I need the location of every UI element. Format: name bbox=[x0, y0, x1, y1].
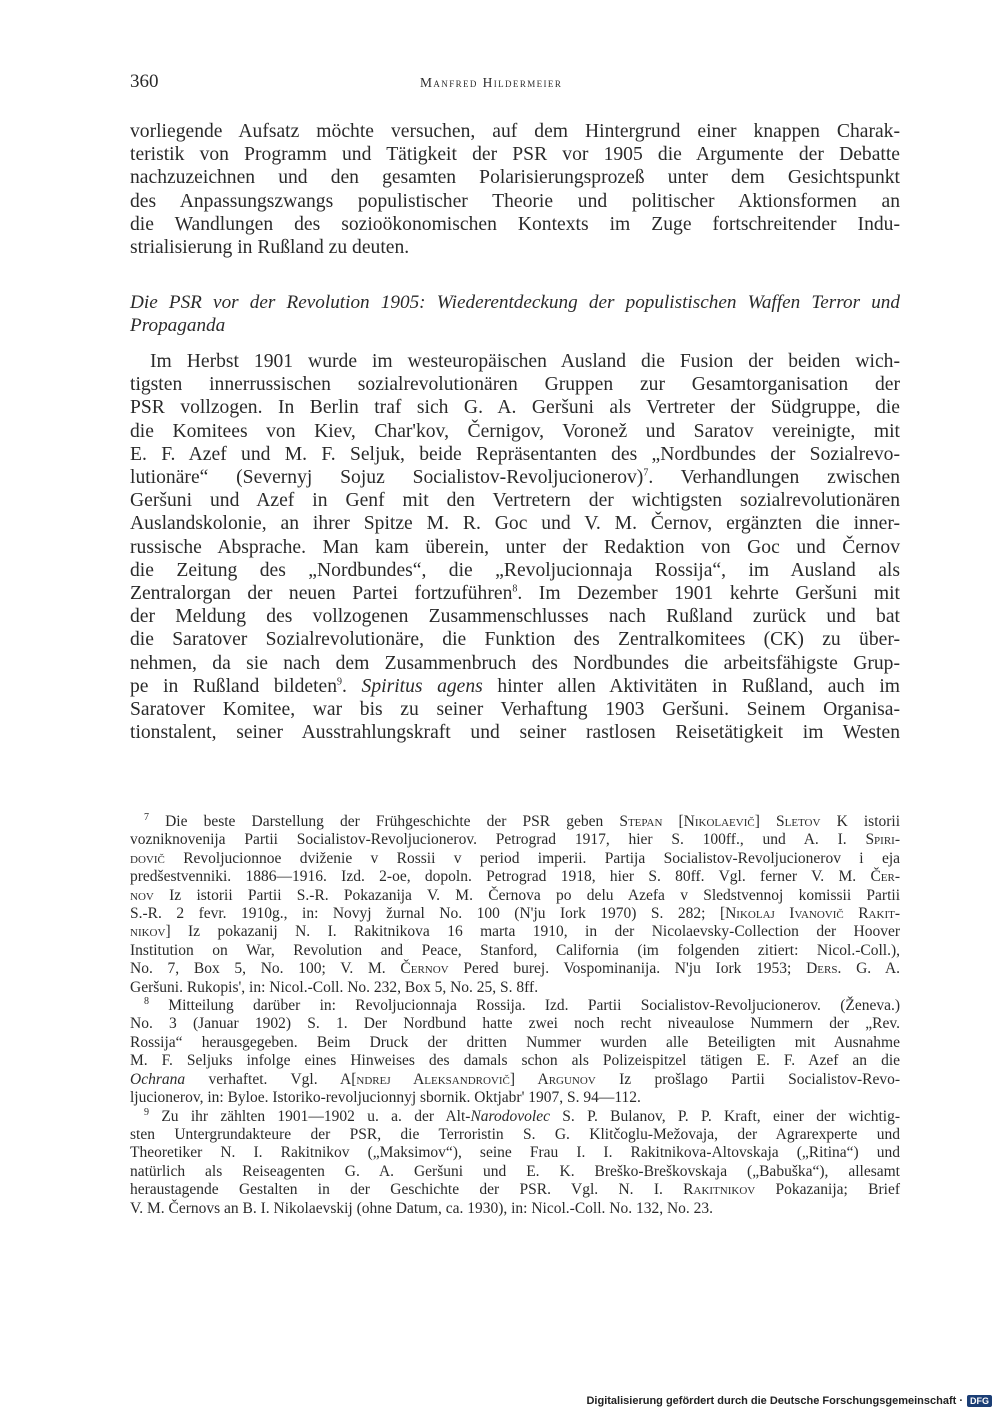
text-line: des Anpassungszwangs populistischer Theorie und politischer Aktionsformen an bbox=[130, 190, 900, 212]
intro-paragraph bbox=[130, 120, 900, 259]
text-line: vorliegende Aufsatz möchte versuchen, auf dem Hintergrund einer knappen Charak- bbox=[130, 121, 900, 142]
footnotes bbox=[130, 813, 900, 1218]
text-run: vozniknovenija Partii Socialistov-Revoljucionerov. Petrograd 1917, hier S. 100ff., und A. I. bbox=[130, 831, 847, 849]
text-line: nehmen, da sie nach dem Zusammenbruch des Nordbundes die arbeitsfähigste Grup- bbox=[130, 652, 900, 674]
text-line: teristik von Programm und Tätigkeit der PSR vor 1905 die Argumente der Debatte bbox=[130, 144, 900, 166]
text-run: lutionäre“ (Severnyj Sojuz Socialistov-Revoljucionerov) bbox=[130, 467, 644, 489]
footnote-line bbox=[130, 1108, 900, 1126]
text-line: strialisierung in Rußland zu deuten. bbox=[130, 237, 410, 259]
text-line: PSR vollzogen. In Berlin traf sich G. A. Geršuni als Vertreter der Südgruppe, die bbox=[130, 397, 900, 419]
text-line: russische Absprache. Man kam überein, unter der Redaktion von Goc und Černov bbox=[130, 536, 900, 558]
heading-line: Propaganda bbox=[130, 315, 226, 337]
text-line: der Meldung des vollzogenen Zusammenschlusses nach Rußland zurück und bat bbox=[130, 606, 900, 628]
text-run: S.-R. 2 fevr. 1910g., in: Novyj žurnal No. 100 (N'ju Iork 1970) S. 282; bbox=[130, 905, 706, 923]
author-name: Čer- bbox=[870, 868, 901, 886]
text-line: tigsten innerrussischen sozialrevolutionären Gruppen zur Gesamtorganisation der bbox=[130, 374, 900, 396]
text-line bbox=[130, 582, 900, 605]
text-run: verhaftet. Vgl. A bbox=[208, 1070, 352, 1088]
footnote-line bbox=[130, 997, 900, 1015]
footnote-line bbox=[130, 887, 900, 905]
text-run: pe in Rußland bildeten bbox=[130, 675, 338, 697]
footnote-7 bbox=[130, 813, 900, 997]
footnote-number: 8 bbox=[144, 995, 149, 1007]
text-run: K istorii bbox=[836, 813, 901, 830]
text-line: Saratover Komitee, war bis zu seiner Verhaftung 1903 Geršuni. Seinem Organisa- bbox=[130, 699, 900, 721]
author-name: Stepan [Nikolaevič] Sletov bbox=[619, 813, 821, 830]
author-name: [Nikolaj Ivanovič Rakit- bbox=[719, 905, 900, 923]
footnote-line bbox=[130, 1181, 900, 1199]
footnote-line bbox=[130, 960, 900, 978]
footnote-line: No. 3 (Januar 1902) S. 1. Der Nordbund hatte zwei noch recht niveaulose Nummern der „Rev. bbox=[130, 1015, 900, 1033]
text-line: Auslandskolonie, an ihrer Spitze M. R. Goc und V. M. Černov, ergänzten die inner- bbox=[130, 513, 900, 535]
text-run: No. 7, Box 5, No. 100; V. M. bbox=[130, 960, 386, 978]
text-run: . Im Dezember 1901 kehrte Geršuni mit bbox=[517, 583, 901, 605]
author-name: dovič bbox=[130, 849, 165, 867]
text-run: Zu ihr zählten 1901—1902 u. a. der Alt- bbox=[161, 1107, 471, 1125]
text-line: Geršuni und Azef in Genf mit den Vertretern der wichtigsten sozialrevolutionären bbox=[130, 490, 900, 512]
footnote-line: Geršuni. Rukopis', in: Nicol.-Coll. No. 232, Box 5, No. 25, S. 8ff. bbox=[130, 978, 539, 996]
author-name: [ndrej Aleksandrovič] Argunov bbox=[351, 1070, 596, 1088]
italic-term: Narodovolec bbox=[470, 1107, 550, 1125]
text-run: Pokazanija; Brief bbox=[775, 1181, 900, 1199]
text-line: E. F. Azef und M. F. Seljuk, beide Repräsentanten des „Nordbundes der Sozialrevo- bbox=[130, 443, 900, 465]
footnote-line: M. F. Seljuks infolge eines Hinweises des damals schon als Polizeispitzel tätigen E. F. Azef an die bbox=[130, 1052, 900, 1070]
footnote-line: V. M. Černovs an B. I. Nikolaevskij (ohne Datum, ca. 1930), in: Nicol.-Coll. No. 132, No. 23. bbox=[130, 1199, 714, 1217]
text-run: hinter allen Aktivitäten in Rußland, auch im bbox=[497, 675, 901, 697]
italic-term: Ochrana bbox=[130, 1070, 186, 1088]
footnote-line bbox=[130, 831, 900, 849]
footnote-line bbox=[130, 1071, 900, 1089]
text-line: die Zeitung des „Nordbundes“, die „Revoljucionnaja Rossija“, im Ausland als bbox=[130, 559, 900, 581]
text-run: predšestvenniki. 1886—1916. Izd. 2-oe, dopoln. Petrograd 1918, hier S. 80ff. Vgl. ferner V. M. bbox=[130, 868, 857, 886]
footnote-line: ljucionerov, in: Byloe. Istoriko-revoljucionnyj sbornik. Oktjabr' 1907, S. 94—112. bbox=[130, 1089, 641, 1107]
text-line: die Saratover Sozialrevolutionäre, die Funktion des Zentralkomitees (CK) zu über- bbox=[130, 629, 900, 651]
footnote-line bbox=[130, 923, 900, 941]
text-run: Iz pokazanij N. I. Rakitnikova 16 marta 1910, in der Nicolaevsky-Collection der Hoover bbox=[188, 923, 900, 941]
text-run: Mitteilung darüber in: Revoljucionnaja Rossija. Izd. Partii Socialistov-Revoljucionerov. (Ženeva.) bbox=[168, 997, 900, 1015]
dfg-logo: DFG bbox=[967, 1395, 992, 1407]
text-line: pe in Rußland bildeten$^9$. Spiritus agens hinter allen Aktivitäten in Rußland, auch im bbox=[130, 675, 901, 697]
text-run: Die beste Darstellung der Frühgeschichte der PSR geben bbox=[165, 813, 604, 830]
section-heading bbox=[130, 291, 900, 337]
heading-line: Die PSR vor der Revolution 1905: Wiederentdeckung der populistischen Waffen Terror und bbox=[130, 292, 900, 313]
page-header bbox=[130, 71, 900, 95]
footnote-ref[interactable]: 7 bbox=[643, 467, 649, 479]
italic-term: Spiritus agens bbox=[361, 675, 483, 697]
digitization-credit bbox=[586, 1394, 992, 1408]
footnote-ref[interactable]: 8 bbox=[512, 583, 518, 595]
footnote-9 bbox=[130, 1108, 900, 1218]
footnote-line: sten Untergrundakteure der PSR, die Terroristin S. G. Klitčoglu-Mežovaja, der Agrarexperte und bbox=[130, 1125, 900, 1143]
text-line: Im Herbst 1901 wurde im westeuropäischen Ausland die Fusion der beiden wich- bbox=[150, 351, 900, 372]
text-run: . Verhandlungen zwischen bbox=[648, 467, 901, 489]
text-run: heraustagende Gestalten in der Geschichte der PSR. Vgl. N. I. bbox=[130, 1181, 663, 1199]
page-number: 360 bbox=[130, 71, 159, 92]
author-name: Rakitnikov bbox=[683, 1181, 756, 1199]
author-name: Ders. bbox=[806, 960, 842, 978]
text-line: die Komitees von Kiev, Char'kov, Černigov, Voronež und Saratov vereinigte, mit bbox=[130, 420, 900, 442]
text-line: tionstalent, seiner Ausstrahlungskraft und seiner rastlosen Reisetätigkeit im Westen bbox=[130, 722, 900, 744]
footnote-line bbox=[130, 905, 900, 923]
author-name: nikov] bbox=[130, 923, 171, 941]
footnote-8 bbox=[130, 997, 900, 1107]
text-run: S. P. Bulanov, P. P. Kraft, einer der wichtig- bbox=[562, 1107, 900, 1125]
author-name: Spiri- bbox=[865, 831, 901, 849]
footnote-line bbox=[130, 813, 900, 831]
credit-text: Digitalisierung gefördert durch die Deutsche Forschungsgemeinschaft · bbox=[586, 1395, 963, 1407]
text-line: nachzuzeichnen und den gesamten Polarisierungsprozeß unter dem Gesichtspunkt bbox=[130, 167, 900, 189]
text-line bbox=[130, 466, 900, 489]
text-run: Revoljucionnoe dviženie v Rossii v period imperii. Partija Socialistov-Revoljucionerov i eja bbox=[183, 849, 901, 867]
text-run: Iz istorii Partii S.-R. Pokazanija V. M. Černova po delu Azefa v Sledstvennoj komissii Partii bbox=[169, 886, 901, 904]
text-run: Iz prošlago Partii Socialistov-Revo- bbox=[619, 1070, 901, 1088]
footnote-line bbox=[130, 868, 900, 886]
text-run: Pered burej. Vospominanija. N'ju Iork 1953; bbox=[463, 960, 792, 978]
footnote-number: 7 bbox=[144, 811, 149, 823]
author-name: Černov bbox=[400, 960, 449, 978]
text-run: G. A. bbox=[856, 960, 901, 978]
text-run: Zentralorgan der neuen Partei fortzuführen bbox=[130, 583, 513, 605]
author-name: nov bbox=[130, 886, 154, 904]
footnote-line bbox=[130, 850, 900, 868]
footnote-ref[interactable]: 9 bbox=[337, 676, 343, 688]
footnote-line: Theoretiker N. I. Rakitnikov („Maksimov“), seine Frau I. I. Rakitnikova-Altovskaja („Ritina“) und bbox=[130, 1144, 900, 1162]
footnote-line: Institution on War, Revolution and Peace, Stanford, California (im folgenden zitiert: Nicol.-Coll.), bbox=[130, 941, 900, 959]
main-paragraph bbox=[130, 350, 900, 744]
footnote-line: Rossija“ herausgegeben. Beim Druck der dritten Nummer wurden alle Beteiligten mit Ausnahme bbox=[130, 1033, 900, 1051]
running-title: Manfred Hildermeier bbox=[420, 75, 563, 90]
footnote-line: natürlich als Reiseagenten G. A. Geršuni und E. K. Breško-Breškovskaja („Babuška“), allesamt bbox=[130, 1162, 900, 1180]
footnote-number: 9 bbox=[144, 1106, 149, 1118]
text-line: die Wandlungen des sozioökonomischen Kontexts im Zuge fortschreitender Indu- bbox=[130, 213, 900, 235]
